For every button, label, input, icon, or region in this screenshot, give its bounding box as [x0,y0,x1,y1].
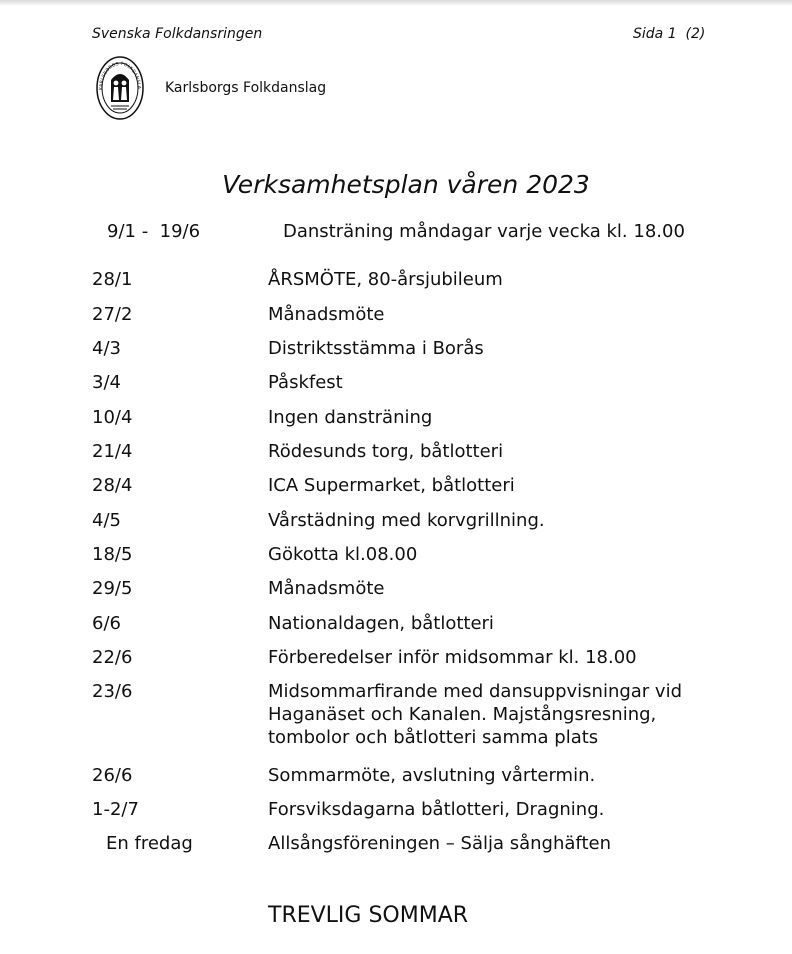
event-description: Rödesunds torg, båtlotteri [268,441,504,462]
page-title: Verksamhetsplan våren 2023 [222,170,590,199]
event-description: Månadsmöte [268,304,385,325]
event-description: Sommarmöte, avslutning vårtermin. [268,765,596,786]
event-description: Distriktsstämma i Borås [268,338,484,359]
event-date: 21/4 [92,441,133,462]
event-description: ICA Supermarket, båtlotteri [268,475,515,496]
event-description: Ingen dansträning [268,407,433,428]
event-description: Allsångsföreningen – Sälja sånghäften [268,833,611,854]
event-date: 18/5 [92,544,133,565]
event-date: 10/4 [92,407,133,428]
page-number: Sida 1 (2) [633,26,706,42]
event-description: Midsommarfirande med dansuppvisningar vid Haganäset och Kanalen. Majstångsresning, tombolor och båtlotteri samma plats [268,681,683,748]
event-description: Gökotta kl.08.00 [268,544,418,565]
event-date: 27/2 [92,304,133,325]
event-date: 3/4 [92,372,121,393]
event-date: 6/6 [92,613,121,634]
event-description: Påskfest [268,372,343,393]
club-name: Karlsborgs Folkdanslag [165,80,327,96]
event-date: En fredag [106,833,193,854]
event-date: 23/6 [92,681,133,702]
event-date: 28/1 [92,269,133,290]
logo-text: KARLSBORGS FOLKDANSLA [98,61,142,91]
event-description: Månadsmöte [268,578,385,599]
event-date: 4/5 [92,510,121,531]
closing-greeting: TREVLIG SOMMAR [268,903,469,928]
organization-name: Svenska Folkdansringen [92,26,263,42]
event-date: 22/6 [92,647,133,668]
event-description: ÅRSMÖTE, 80-årsjubileum [268,269,503,290]
recurring-description: Dansträning måndagar varje vecka kl. 18.00 [283,221,685,242]
event-description: Vårstädning med korvgrillning. [268,510,545,531]
recurring-dates: 9/1 - 19/6 [107,221,201,242]
event-description: Forsviksdagarna båtlotteri, Dragning. [268,799,605,820]
event-date: 4/3 [92,338,121,359]
event-date: 26/6 [92,765,133,786]
event-date: 1-2/7 [92,799,139,820]
event-date: 29/5 [92,578,133,599]
event-date: 28/4 [92,475,133,496]
event-description: Förberedelser inför midsommar kl. 18.00 [268,647,637,668]
event-description: Nationaldagen, båtlotteri [268,613,494,634]
